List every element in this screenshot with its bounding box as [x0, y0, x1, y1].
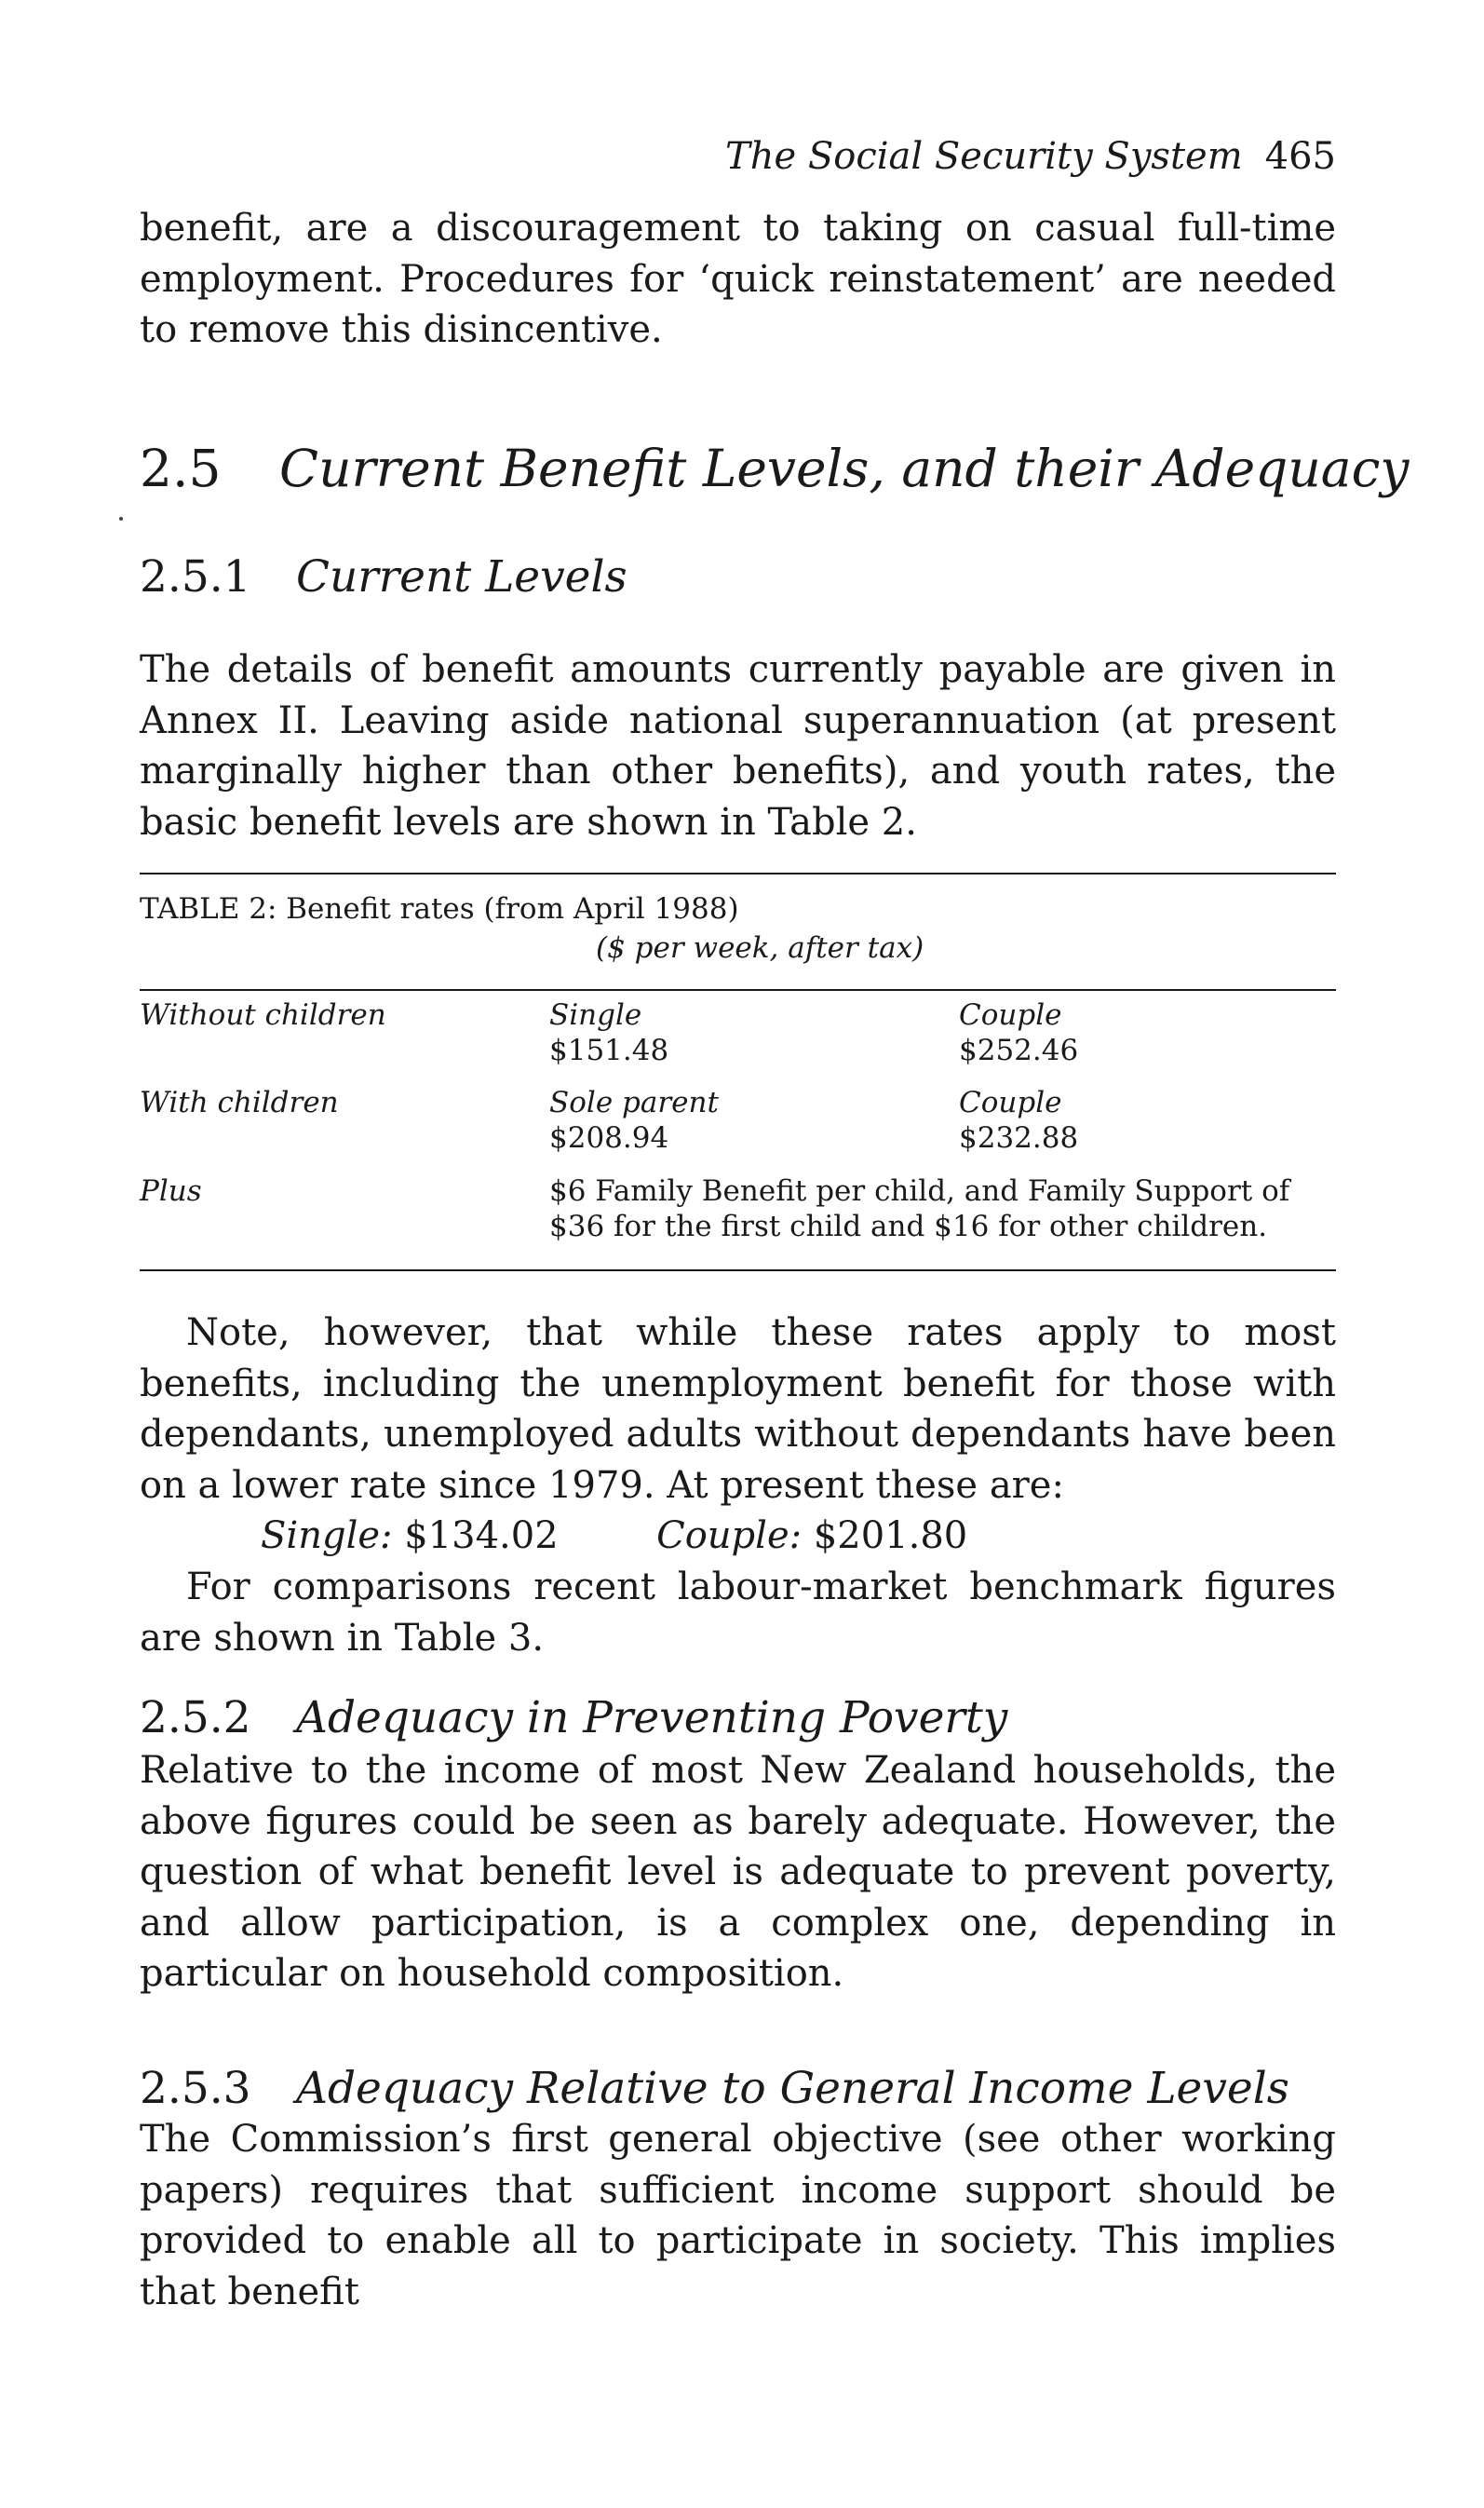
running-head-title: The Social Security System — [725, 135, 1243, 178]
margin-mark — [119, 517, 123, 521]
row-label: Plus — [140, 1174, 202, 1208]
couple-value: $201.80 — [813, 1514, 968, 1557]
table-note: $6 Family Benefit per child, and Family Support of $36 for the first child and $16 for other children. — [549, 1174, 1290, 1243]
section-2-5-3-paragraph: The Commission’s first general objective (see other working papers) requires that sufficient income support should be provided to enable all to participate in society. This implies that benefit — [140, 2118, 1336, 2313]
cell-label: Single — [549, 998, 642, 1032]
single-label: Single: — [261, 1514, 393, 1557]
cell-label: Couple — [959, 998, 1062, 1032]
cell-value: $208.94 — [549, 1121, 669, 1155]
cell-value: $232.88 — [959, 1121, 1079, 1155]
page-number: 465 — [1264, 135, 1336, 178]
single-value: $134.02 — [404, 1514, 559, 1557]
section-title: Current Benefit Levels, and their Adequacy — [279, 439, 1410, 498]
running-head — [725, 135, 1336, 178]
lower-rates-line — [261, 1511, 967, 1562]
couple-label: Couple: — [656, 1514, 803, 1557]
table-top-rule — [140, 873, 1336, 874]
table-caption: TABLE 2: Benefit rates (from April 1988) — [140, 892, 739, 926]
section-2-5-heading — [140, 436, 1409, 501]
cell-label: Sole parent — [549, 1086, 719, 1119]
row-label: Without children — [140, 998, 386, 1032]
table-header-rule — [140, 989, 1336, 991]
section-title: Adequacy in Preventing Poverty — [296, 1692, 1008, 1743]
section-2-5-2-heading — [140, 1690, 1007, 1746]
cell-value: $252.46 — [959, 1034, 1079, 1067]
section-title: Current Levels — [296, 551, 627, 603]
table-bottom-rule — [140, 1269, 1336, 1271]
section-number: 2.5.1 — [140, 551, 251, 603]
table-subcaption: ($ per week, after tax) — [596, 931, 924, 965]
row-label: With children — [140, 1086, 339, 1119]
document-page — [140, 0, 1410, 2508]
cell-value: $151.48 — [549, 1034, 669, 1067]
intro-paragraph: benefit, are a discouragement to taking on casual full-time employment. Procedures for ‘quick reinstatement’ are needed to remove this disincentive. — [140, 207, 1336, 351]
section-number: 2.5.3 — [140, 2063, 251, 2114]
note-paragraph: Note, however, that while these rates apply to most benefits, including the unemployment benefit for those with dependants, unemployed adults without dependants have been on a lower rate since 1979. At present these are: — [140, 1311, 1336, 1507]
comparison-paragraph: For comparisons recent labour-market benchmark figures are shown in Table 3. — [140, 1566, 1336, 1660]
section-number: 2.5.2 — [140, 1692, 251, 1743]
section-2-5-2-paragraph: Relative to the income of most New Zealand households, the above figures could be seen as barely adequate. However, the question of what benefit level is adequate to prevent poverty, and allow participation, is a complex one, depending in particular on household composition. — [140, 1749, 1336, 1995]
table-cell — [959, 1085, 1078, 1156]
section-2-5-1-paragraph: The details of benefit amounts currently payable are given in Annex II. Leaving aside national superannuation (at present marginally higher than other benefits), and youth rates, the basic benefit levels are shown in Table 2. — [140, 648, 1336, 844]
section-number: 2.5 — [140, 439, 222, 498]
section-2-5-1-heading — [140, 549, 627, 605]
table-cell — [549, 1085, 719, 1156]
cell-label: Couple — [959, 1086, 1062, 1119]
table-cell — [549, 997, 668, 1068]
section-2-5-3-heading — [140, 2061, 1289, 2117]
table-cell — [959, 997, 1078, 1068]
section-title: Adequacy Relative to General Income Levels — [296, 2063, 1289, 2114]
